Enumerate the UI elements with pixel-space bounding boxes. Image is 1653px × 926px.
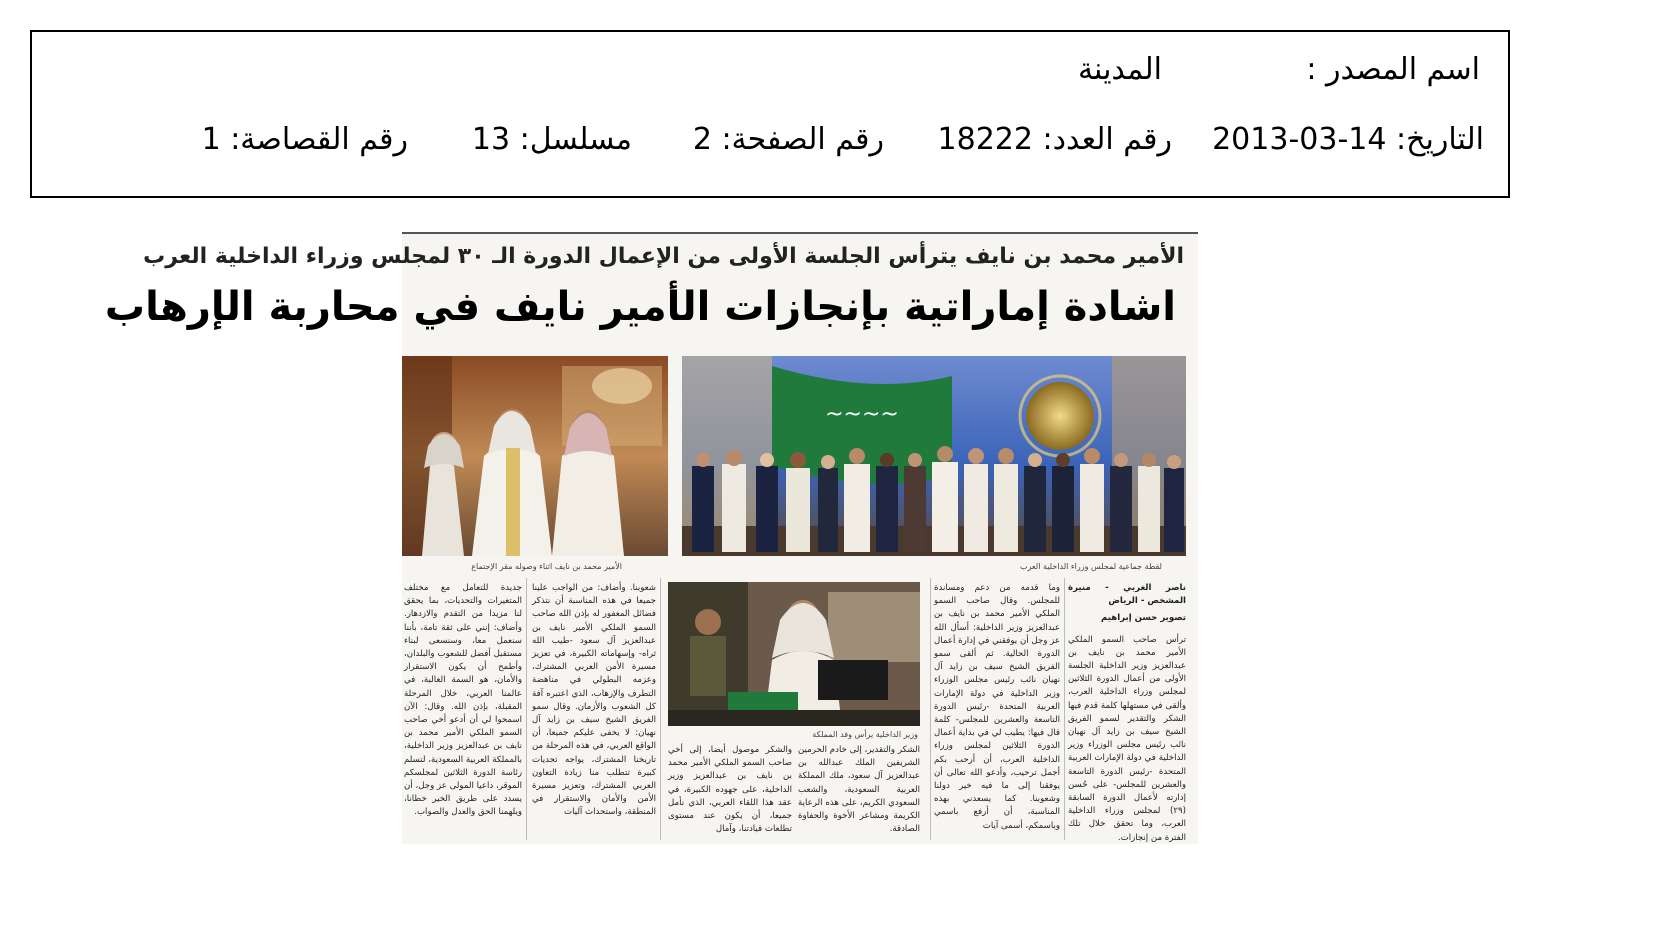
article-byline: ناصر الغربي - منيرة المشخص - الرياض <box>1068 583 1186 607</box>
photo-group-ministers <box>682 356 1186 556</box>
column-text: شعوبنا. وأضاف: من الواجب علينا جميعا في هذه المناسبة أن نتذكر فضائل المغفور له بإذن الله صاحب السمو الملكي الأمير نايف بن عبدالعزيز آل سعود -طيب الله ثراه- وإسهاماته الكبيرة، في تعزيز مسيرة الأمن العربي المشترك، وعزمه البطولي في مناهضة التطرف والإرهاب، الذي اعتبره آفة كل الشعوب والأزمان. وقال سمو الفريق الشيخ سيف بن زايد آل نهيان: لا يخفى عليكم جميعا، أن الواقع العربي، في هذه المرحلة من تاريخنا المشترك، يواجه تحديات كبيرة تتطلب منا زيادة التعاون العربي المشترك، وتعزيز مسيرة الأمن والأمان والاستقرار في المنطقة، واستحداث آليات <box>532 583 656 818</box>
photo-minister-at-table <box>668 582 920 726</box>
article-column-6 <box>404 582 522 840</box>
article-column-1 <box>1068 582 1186 843</box>
column-text: الشكر والتقدير، إلى خادم الحرمين الشريفين الملك عبدالله بن عبدالعزيز آل سعود، ملك المملكة العربية السعودية، والشعب السعودي الكريم، على هذه الرعاية الكريمة ومشاعر الأخوة والحفاوة الصادقة. <box>798 745 920 835</box>
article-column-3 <box>798 744 920 840</box>
column-divider <box>1064 578 1065 840</box>
serial-field: مسلسل: 13 <box>471 122 632 157</box>
top-rule <box>402 232 1198 234</box>
page-number-field: رقم الصفحة: 2 <box>692 122 884 157</box>
svg-text:~~~~: ~~~~ <box>825 402 899 427</box>
issue-number-field: رقم العدد: 18222 <box>937 122 1172 157</box>
caption-group-photo: لقطة جماعية لمجلس وزراء الداخلية العرب <box>1019 562 1162 571</box>
article-subtitle: الأمير محمد بن نايف يترأس الجلسة الأولى من الإعمال الدورة الـ ٣٠ لمجلس وزراء الداخلية العرب <box>143 244 1184 269</box>
article-column-4 <box>668 744 792 840</box>
column-text: والشكر موصول أيضا، إلى أخي صاحب السمو الملكي الأمير محمد بن نايف بن عبدالعزيز وزير الداخلية، على جهوده الكبيرة، في عقد هذا اللقاء العربي، الذي نأمل جميعا، أن يكون عند مستوى تطلعات قيادتنا، وآمال <box>668 745 792 835</box>
column-text: جديدة للتعامل مع مختلف المتغيرات والتحديات، بما يحقق لنا مزيدا من التقدم والازدهار. وأضاف: إنني على ثقة تامة، بأننا سنعمل معا، وسنسعى لبناء مستقبل أفضل للشعوب والبلدان، وأطمح أن يكون الاستقرار والأمان، هو السمة الغالبة، في عالمنا العربي، خلال المرحلة المقبلة، بإذن الله. وقال: الآن اسمحوا لي أن أدعو أخي صاحب السمو الملكي الأمير محمد بن نايف بن عبدالعزيز وزير الداخلية، بالمملكة العربية السعودية، لتسلم رئاسة الدورة الثلاثين لمجلسكم الموقر، داعيا المولى عز وجل، أن يسدد على طريق الخير خطانا، ويلهمنا الحق والعدل والصواب. <box>404 583 522 818</box>
article-column-2 <box>934 582 1060 840</box>
clip-number-field: رقم القصاصة: 1 <box>201 122 408 157</box>
source-label: اسم المصدر : <box>1306 52 1480 87</box>
column-text: ترأس صاحب السمو الملكي الأمير محمد بن نايف بن عبدالعزيز وزير الداخلية الجلسة الأولى من أعمال الدورة الثلاثين لمجلس وزراء الداخلية العرب، وألقى في مستهلها كلمة قدم فيها الشكر والتقدير لسمو الفريق الشيخ سيف بن زايد آل نهيان نائب رئيس مجلس الوزراء وزير الداخلية في دولة الإمارات العربية المتحدة -رئيس الدورة التاسعة والعشرين للمجلس- على حُسن إدارته لأعمال الدورة السابقة (٢٩) لمجلس وزراء الداخلية العرب، وما تحقق خلال تلك الفترة من إنجازات. <box>1068 634 1186 843</box>
caption-prince-arrival: الأمير محمد بن نايف اثناء وصوله مقر الإجتماع <box>471 562 622 571</box>
column-text: وما قدمه من دعم ومساندة للمجلس. وقال صاحب السمو الملكي الأمير محمد بن نايف بن عبدالعزيز وزير الداخلية: أسأل الله عز وجل أن يوفقني في إدارة أعمال الدورة الحالية. ثم ألقى سمو الفريق الشيخ سيف بن زايد آل نهيان نائب رئيس مجلس الوزراء وزير الداخلية في دولة الإمارات العربية المتحدة -رئيس الدورة التاسعة والعشرين للمجلس- كلمة قال فيها: يطيب لي في بداية أعمال الدورة الثلاثين لمجلس وزراء الداخلية العرب، أن أرحب بكم أجمل ترحيب، وأدعو الله تعالى أن يوفقنا إلى ما فيه خير دولنا وشعوبنا. كما يسعدني بهذه المناسبة، أن أرفع باسمي وباسمكم، أسمى آيات <box>934 583 1060 831</box>
column-divider <box>526 578 527 840</box>
column-divider <box>660 578 661 840</box>
photo-prince-arrival <box>402 356 668 556</box>
article-headline: اشادة إماراتية بإنجازات الأمير نايف في محاربة الإرهاب <box>104 284 1176 330</box>
newspaper-clipping <box>104 232 1198 844</box>
caption-minister: وزير الداخلية يرأس وفد المملكة <box>812 730 918 739</box>
clipping-info-box <box>30 30 1510 198</box>
article-column-5 <box>532 582 656 840</box>
date-field: التاريخ: 14-03-2013 <box>1212 122 1484 157</box>
source-value: المدينة <box>1077 52 1162 87</box>
article-photographer: تصوير حسن إبراهيم <box>1101 613 1186 624</box>
column-divider <box>930 578 931 840</box>
